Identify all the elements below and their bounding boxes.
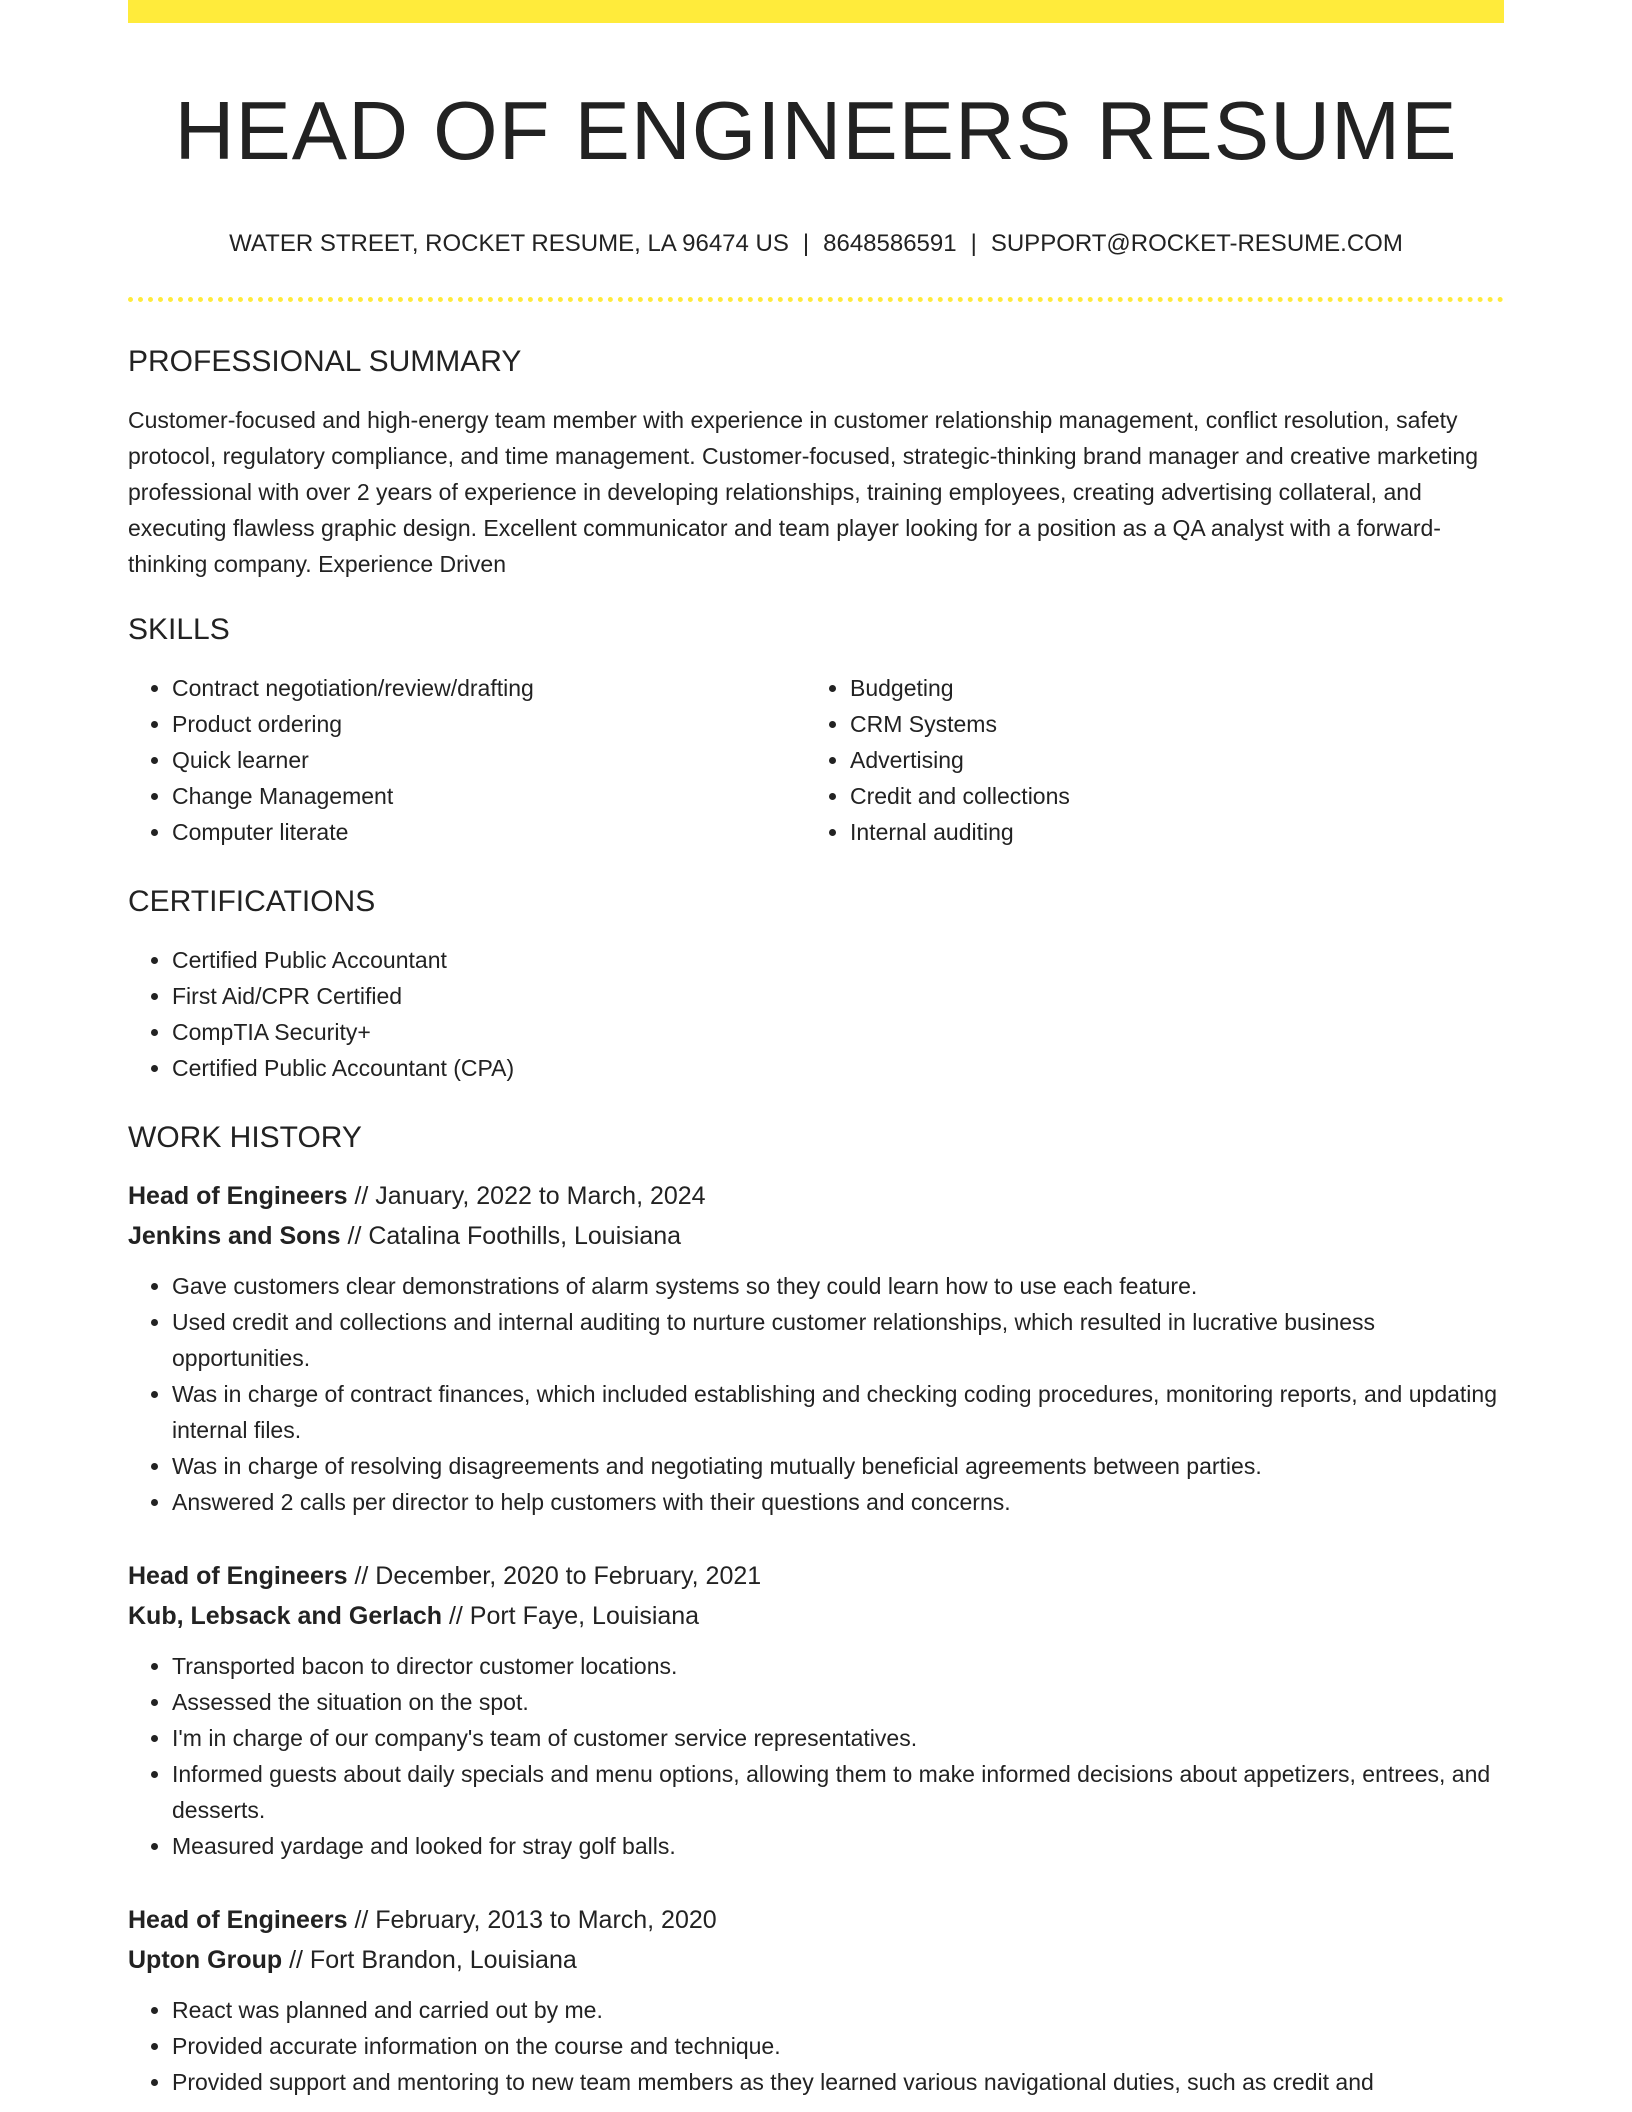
job-dates: // February, 2013 to March, 2020 [347,1906,717,1935]
certification-item: • Certified Public Accountant (CPA) [172,1050,1504,1086]
job-entry [128,1900,1504,2100]
job-bullet: • Informed guests about daily specials and menu options, allowing them to make informed decisions about appetizers, entrees, and desserts. [172,1756,1504,1828]
skill-item: • Internal auditing [850,814,1484,850]
job-dates: // December, 2020 to February, 2021 [347,1562,762,1591]
job-company: Upton Group [128,1946,283,1975]
job-bullet: • Answered 2 calls per director to help customers with their questions and concerns. [172,1484,1504,1520]
job-entry [128,1176,1504,1520]
resume-title: HEAD OF ENGINEERS RESUME [174,84,1458,177]
job-dates: // January, 2022 to March, 2024 [347,1182,706,1211]
contact-separator: | [970,230,977,258]
contact-email: SUPPORT@ROCKET-RESUME.COM [990,230,1403,258]
skills-heading: SKILLS [128,613,230,647]
job-role: Head of Engineers [128,1182,348,1211]
job-location: // Fort Brandon, Louisiana [282,1946,577,1975]
accent-top-bar [128,0,1504,23]
job-company-line [128,1596,1504,1636]
skill-item: • Contract negotiation/review/drafting [172,670,806,706]
contact-phone: 8648586591 [823,230,957,258]
job-location: // Port Faye, Louisiana [442,1602,700,1631]
summary-heading: PROFESSIONAL SUMMARY [128,345,522,379]
job-bullet: • Transported bacon to director customer locations. [172,1648,1504,1684]
resume-page [128,0,1504,2100]
job-bullet: • React was planned and carried out by me. [172,1992,1504,2028]
work-history-heading: WORK HISTORY [128,1121,362,1155]
certification-item: • Certified Public Accountant [172,942,1504,978]
job-role: Head of Engineers [128,1906,348,1935]
job-bullet: • Used credit and collections and internal auditing to nurture customer relationships, which resulted in lucrative business opportunities. [172,1304,1504,1376]
job-bullets [128,1648,1504,1864]
certifications-heading: CERTIFICATIONS [128,885,376,919]
skill-item: • Budgeting [850,670,1484,706]
certification-item: • CompTIA Security+ [172,1014,1504,1050]
job-role: Head of Engineers [128,1562,348,1591]
contact-line [128,230,1504,259]
skill-item: • Credit and collections [850,778,1484,814]
job-role-line [128,1556,1504,1596]
skill-item: • Product ordering [172,706,806,742]
job-bullet: • Provided accurate information on the course and technique. [172,2028,1504,2064]
job-bullet: • Measured yardage and looked for stray golf balls. [172,1828,1504,1864]
dotted-divider [128,297,1504,302]
job-company-line [128,1216,1504,1256]
skills-column-left [128,670,806,850]
job-bullets [128,1992,1504,2100]
certification-item: • First Aid/CPR Certified [172,978,1504,1014]
job-bullet: • Was in charge of resolving disagreements and negotiating mutually beneficial agreements between parties. [172,1448,1504,1484]
job-company: Kub, Lebsack and Gerlach [128,1602,442,1631]
contact-address: WATER STREET, ROCKET RESUME, LA 96474 US [229,230,789,258]
job-bullets [128,1268,1504,1520]
skill-item: • Computer literate [172,814,806,850]
job-bullet: • Gave customers clear demonstrations of alarm systems so they could learn how to use each feature. [172,1268,1504,1304]
job-company-line [128,1940,1504,1980]
job-bullet: • I'm in charge of our company's team of customer service representatives. [172,1720,1504,1756]
skills-grid [128,670,1504,850]
job-entry [128,1556,1504,1864]
skill-item: • Quick learner [172,742,806,778]
job-role-line [128,1176,1504,1216]
summary-text: Customer-focused and high-energy team member with experience in customer relationship management, conflict resolution, safety protocol, regulatory compliance, and time management. Customer-focused, strategic-thinking brand manager and creative marketing professional with over 2 years of experience in developing relationships, training employees, creating advertising collateral, and executing flawless graphic design. Excellent communicator and team player looking for a position as a QA analyst with a forward-thinking company. Experience Driven [128,407,1479,578]
contact-separator: | [802,230,810,258]
job-bullet: • Assessed the situation on the spot. [172,1684,1504,1720]
skill-item: • Advertising [850,742,1484,778]
skill-item: • CRM Systems [850,706,1484,742]
job-company: Jenkins and Sons [128,1222,341,1251]
certifications-list [128,942,1504,1086]
job-bullet: • Provided support and mentoring to new team members as they learned various navigational duties, such as credit and [172,2064,1504,2100]
skills-column-right [806,670,1484,850]
job-bullet: • Was in charge of contract finances, which included establishing and checking coding procedures, monitoring reports, and updating internal files. [172,1376,1504,1448]
skill-item: • Change Management [172,778,806,814]
job-location: // Catalina Foothills, Louisiana [340,1222,682,1251]
job-role-line [128,1900,1504,1940]
